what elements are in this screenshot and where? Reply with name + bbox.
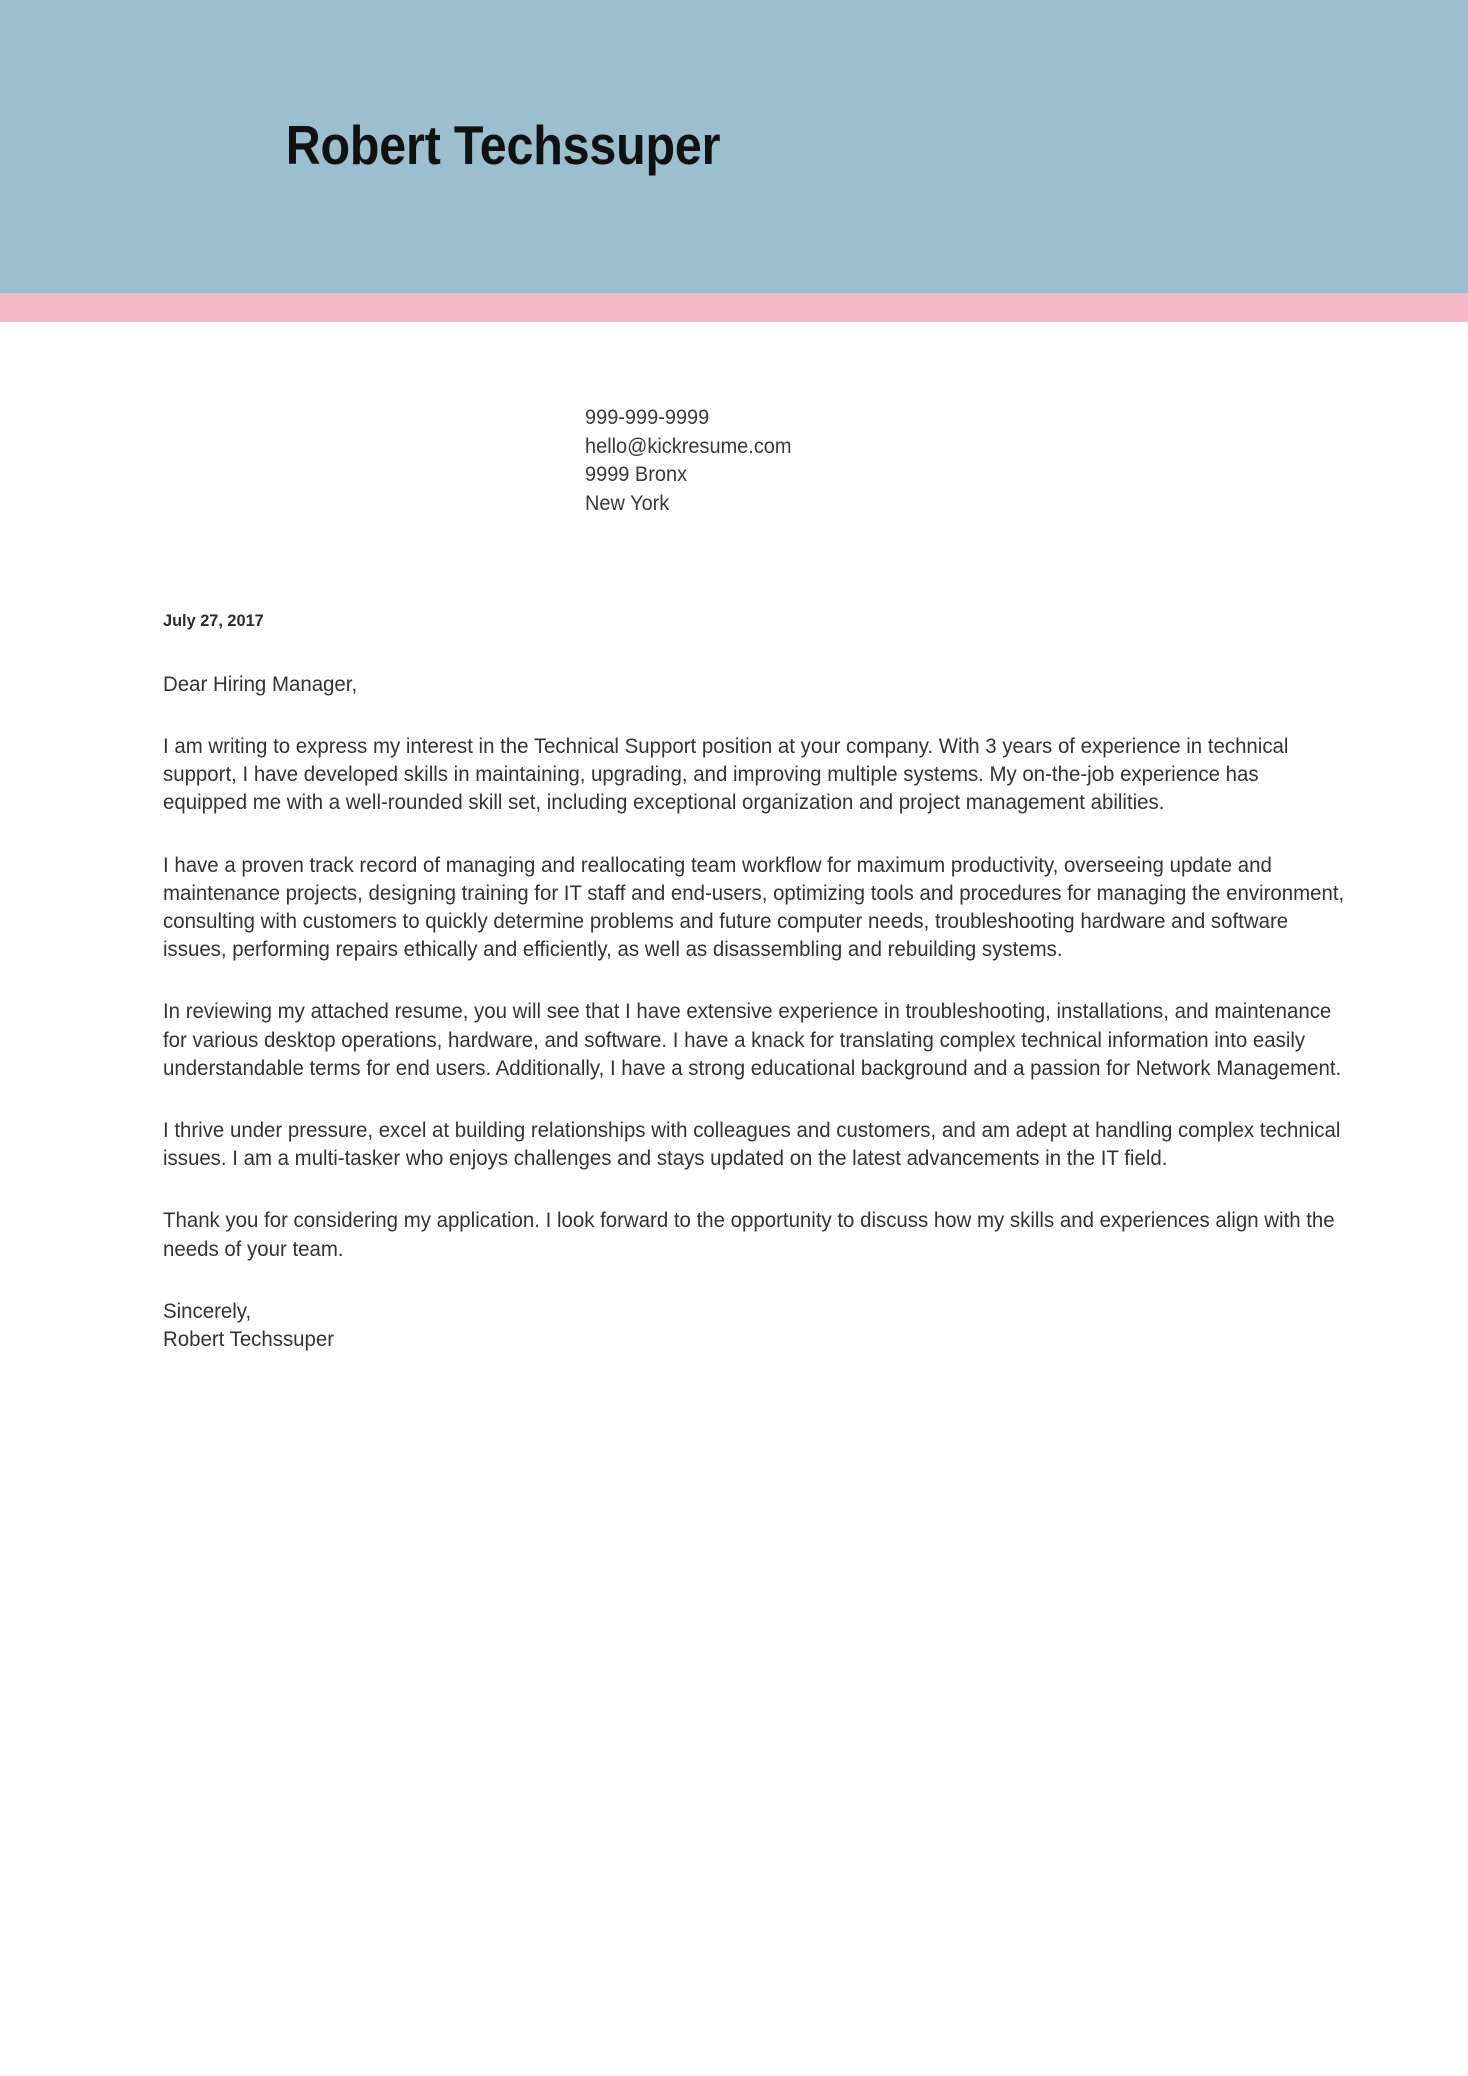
contact-address-line-1: 9999 Bronx xyxy=(585,463,688,486)
contact-phone: 999-999-9999 xyxy=(585,406,710,429)
letter-paragraph: I have a proven track record of managing and reallocating team workflow for maximum productivity, overseeing update and maintenance projects, designing training for IT staff and end-users, optimizing tools and procedures for managing the environment, consulting with customers to quickly determine problems and future computer needs, troubleshooting hardware and software issues, performing repairs ethically and efficiently, as well as disassembling and rebuilding systems. xyxy=(163,852,1345,962)
letter-closing xyxy=(163,1297,1289,1353)
letter-salutation: Dear Hiring Manager, xyxy=(163,672,358,696)
letter-paragraph: I am writing to express my interest in the Technical Support position at your company. With 3 years of experience in technical support, I have developed skills in maintaining, upgrading, and improving multiple systems. My on-the-job experience has equipped me with a well-rounded skill set, including exceptional organization and project management abilities. xyxy=(163,734,1289,815)
letter-body xyxy=(163,610,1348,1353)
closing-signature-name: Robert Techssuper xyxy=(163,1327,335,1352)
letter-paragraph: Thank you for considering my application. I look forward to the opportunity to discuss how my skills and experiences align with the needs of your team. xyxy=(163,1208,1335,1261)
applicant-name-heading: Robert Techssuper xyxy=(285,114,721,176)
header-name-container xyxy=(0,114,1006,188)
contact-block xyxy=(585,404,1155,518)
closing-salutation: Sincerely, xyxy=(163,1298,252,1323)
contact-email: hello@kickresume.com xyxy=(585,434,792,458)
letter-date: July 27, 2017 xyxy=(163,611,264,630)
letter-paragraph: I thrive under pressure, excel at building relationships with colleagues and customers, and am adept at handling complex technical issues. I am a multi-tasker who enjoys challenges and stays updated on the latest advancements in the IT field. xyxy=(163,1118,1341,1171)
letter-paragraph: In reviewing my attached resume, you will see that I have extensive experience in troubleshooting, installations, and maintenance for various desktop operations, hardware, and software. I have a knack for translating complex technical information into easily understandable terms for end users. Additionally, I have a strong educational background and a passion for Network Management. xyxy=(163,999,1342,1080)
accent-stripe xyxy=(0,293,1468,322)
contact-address-line-2: New York xyxy=(585,491,670,515)
header-band xyxy=(0,0,1468,293)
